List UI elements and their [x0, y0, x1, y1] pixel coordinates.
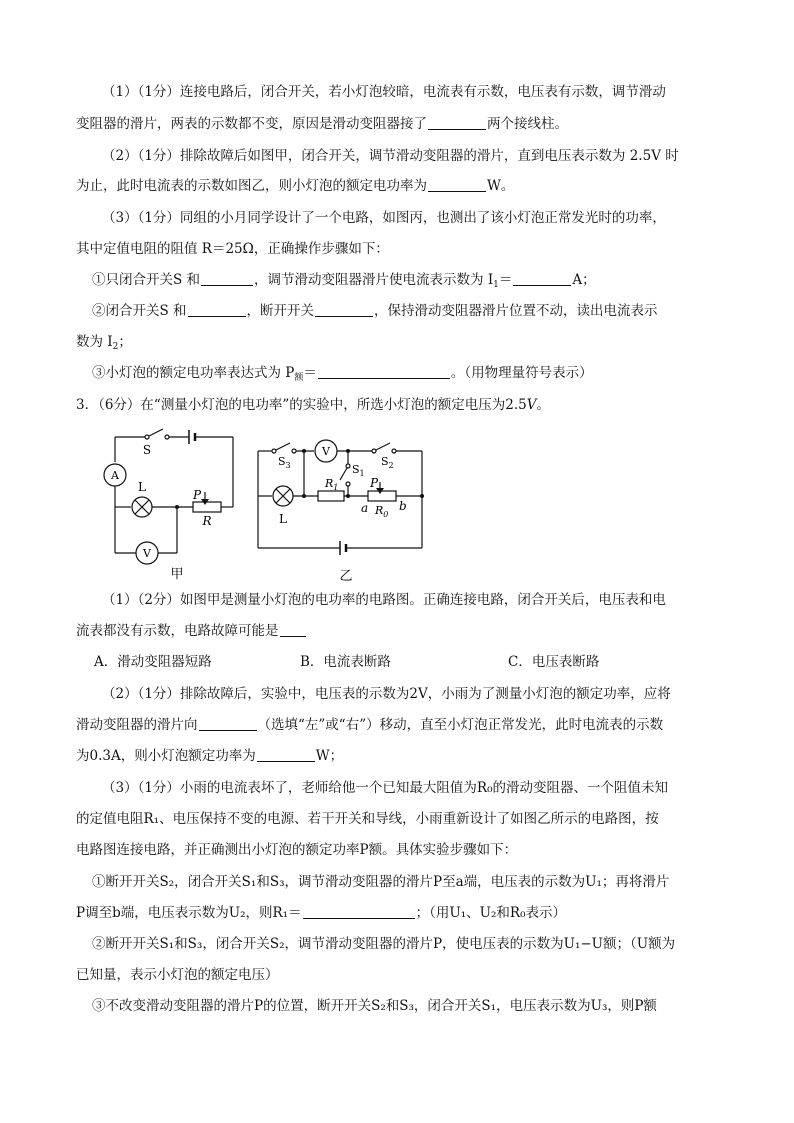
q2-part2-line1: （2）（1分）排除故障后如图甲，闭合开关，调节滑动变阻器的滑片，直到电压表示数为 2.5V 时	[102, 148, 679, 164]
circuit-diagram-jia	[95, 420, 245, 585]
switch-label-s1: $S_1$	[352, 463, 365, 478]
q2-step2-line2	[76, 332, 726, 357]
q2-step1-text: ①只闭合开关S 和	[92, 272, 201, 288]
q3-title-unit: V	[526, 397, 537, 413]
subscript: 额	[294, 373, 304, 383]
answer-blank[interactable]	[303, 904, 415, 919]
q3-part3-line3: 电路图连接电路，并正确测出小灯泡的额定功率P额。具体实验步骤如下：	[76, 842, 518, 858]
figure-label-jia: 甲	[170, 567, 184, 582]
q2-part2-text-end: W。	[487, 178, 515, 194]
slider-label-p: P	[192, 488, 202, 502]
q2-part1-text: 变阻器的滑片，两表的示数都不变，原因是滑动变阻器接了	[76, 116, 427, 132]
q3-step1-text-end: ；（用U₁、U₂和R₀表示）	[415, 905, 566, 921]
answer-blank[interactable]	[513, 271, 571, 286]
q3-part2-line3	[76, 746, 726, 766]
q3-part2-line2	[76, 715, 726, 735]
subscript: 2	[112, 342, 119, 352]
slider-label-p: P	[370, 476, 379, 490]
lamp-label: L	[138, 480, 146, 494]
switch-label-s2: $S_2$	[381, 455, 394, 470]
q3-part2-text-c-end: W；	[315, 748, 344, 764]
q3-title-end: 。	[536, 397, 550, 413]
q3-part2-line1: （2）（1分）排除故障后，实验中，电压表的示数为2V，小雨为了测量小灯泡的额定功率，应将	[102, 686, 671, 702]
q3-step2-line1: ②断开开关S₁和S₃，闭合开关S₂，调节滑动变阻器的滑片P，使电压表的示数为U₁−U额；（U额为	[92, 936, 676, 952]
q2-step2-text-end: ，保持滑动变阻器滑片位置不动，读出电流表示	[374, 303, 658, 319]
q3-title	[76, 395, 726, 415]
answer-blank[interactable]	[428, 177, 486, 192]
q3-part1-line1: （1）（2分）如图甲是测量小灯泡的电功率的电路图。正确连接电路，闭合开关后，电压表和电	[102, 592, 666, 608]
q3-part2-text-c: 为0.3A，则小灯泡额定功率为	[76, 748, 256, 764]
answer-blank[interactable]	[315, 302, 373, 317]
resistor-label-r1: $R_1$	[325, 477, 339, 492]
q3-step1-line1: ①断开开关S₂，闭合开关S₁和S₃，调节滑动变阻器的滑片P至a端，电压表的示数为U₁；再将滑片	[92, 874, 670, 890]
q2-part2-text: 为止，此时电流表的示数如图乙，则小灯泡的额定电功率为	[76, 178, 427, 194]
q3-part1-line2	[76, 621, 726, 641]
switch-label-s3: $S_3$	[278, 455, 291, 470]
q2-step2-text-b: 数为 I	[76, 334, 113, 350]
q2-step3	[92, 363, 742, 388]
q2-step2-text: ②闭合开关S 和	[92, 303, 187, 319]
rheostat-label-r: R	[202, 514, 212, 528]
q2-step3-text-end: 。（用物理量符号表示）	[450, 365, 593, 381]
q3-title-text: 3．（6分）在“测量小灯泡的电功率”的实验中，所选小灯泡的额定电压为2.5	[76, 397, 527, 413]
end-label-b: b	[399, 499, 407, 513]
q3-step1-text: P调至b端，电压表示数为U₂，则R₁＝	[76, 905, 302, 921]
end-label-a: a	[361, 501, 369, 515]
q2-step3-text: ③小灯泡的额定电功率表达式为 P	[92, 365, 295, 381]
answer-blank[interactable]	[280, 622, 306, 637]
q2-part3-line1: （3）（1分）同组的小月同学设计了一个电路，如图丙，也测出了该小灯泡正常发光时的功率，	[102, 210, 666, 226]
switch-label-s: S	[142, 443, 152, 457]
equals-sign: ＝	[498, 272, 513, 288]
answer-blank[interactable]	[318, 364, 450, 379]
answer-blank[interactable]	[199, 716, 257, 731]
q3-step2-line2: 已知量，表示小灯泡的额定电压）	[76, 967, 279, 983]
q2-step2-text-b-end: ；	[118, 334, 132, 350]
q3-step3-line1: ③不改变滑动变阻器的滑片P的位置，断开开关S₂和S₃，闭合开关S₁，电压表示数为U₃，则P额	[92, 998, 657, 1014]
voltmeter-label: V	[143, 547, 151, 560]
q3-part3-line1: （3）（1分）小雨的电流表坏了，老师给他一个已知最大阻值为R₀的滑动变阻器、一个阻值未知	[102, 780, 669, 796]
q2-step1-text-end: A；	[572, 272, 596, 288]
answer-blank[interactable]	[428, 115, 486, 130]
q3-part3-line2: 的定值电阻R₁、电压保持不变的电源、若干开关和导线，小雨重新设计了如图乙所示的电路图，按	[76, 811, 659, 827]
q2-step1-text-mid: ，调节滑动变阻器滑片使电流表示数为 I	[254, 272, 494, 288]
answer-blank[interactable]	[201, 271, 253, 286]
q2-part3-line2: 其中定值电阻的阻值 R＝25Ω，正确操作步骤如下：	[76, 241, 389, 257]
figure-label-yi: 乙	[339, 569, 353, 584]
ammeter-label: A	[111, 469, 119, 482]
option-a[interactable]: A．滑动变阻器短路	[94, 654, 212, 670]
option-b[interactable]: B．电流表断路	[300, 654, 391, 670]
q3-part1-text: 流表都没有示数，电路故障可能是	[76, 623, 279, 639]
lamp-label: L	[279, 512, 287, 526]
answer-blank[interactable]	[188, 302, 246, 317]
rheostat-label-r0: $R_0$	[375, 504, 389, 519]
q3-part2-text: 滑动变阻器的滑片向	[76, 717, 198, 733]
q2-step1	[92, 270, 742, 295]
q2-part1-line2	[76, 114, 726, 134]
q2-part1-text-end: 两个接线柱。	[487, 116, 568, 132]
q2-part2-line2	[76, 176, 726, 196]
q3-part2-text-end: （选填“左”或“右”）移动，直至小灯泡正常发光，此时电流表的示数	[257, 717, 664, 733]
q3-step1-line2	[76, 903, 726, 923]
answer-blank[interactable]	[257, 747, 315, 762]
subscript: 1	[493, 280, 499, 290]
q2-step2-text-mid: ，断开开关	[246, 303, 315, 319]
q2-step2	[92, 301, 742, 321]
voltmeter-label: V	[322, 445, 330, 458]
q2-part1-line1: （1）（1分）连接电路后，闭合开关，若小灯泡较暗，电流表有示数，电压表有示数，调节滑动	[102, 84, 666, 100]
option-c[interactable]: C．电压表断路	[508, 654, 600, 670]
equals-sign: ＝	[303, 365, 317, 381]
circuit-diagram-yi	[250, 430, 440, 590]
